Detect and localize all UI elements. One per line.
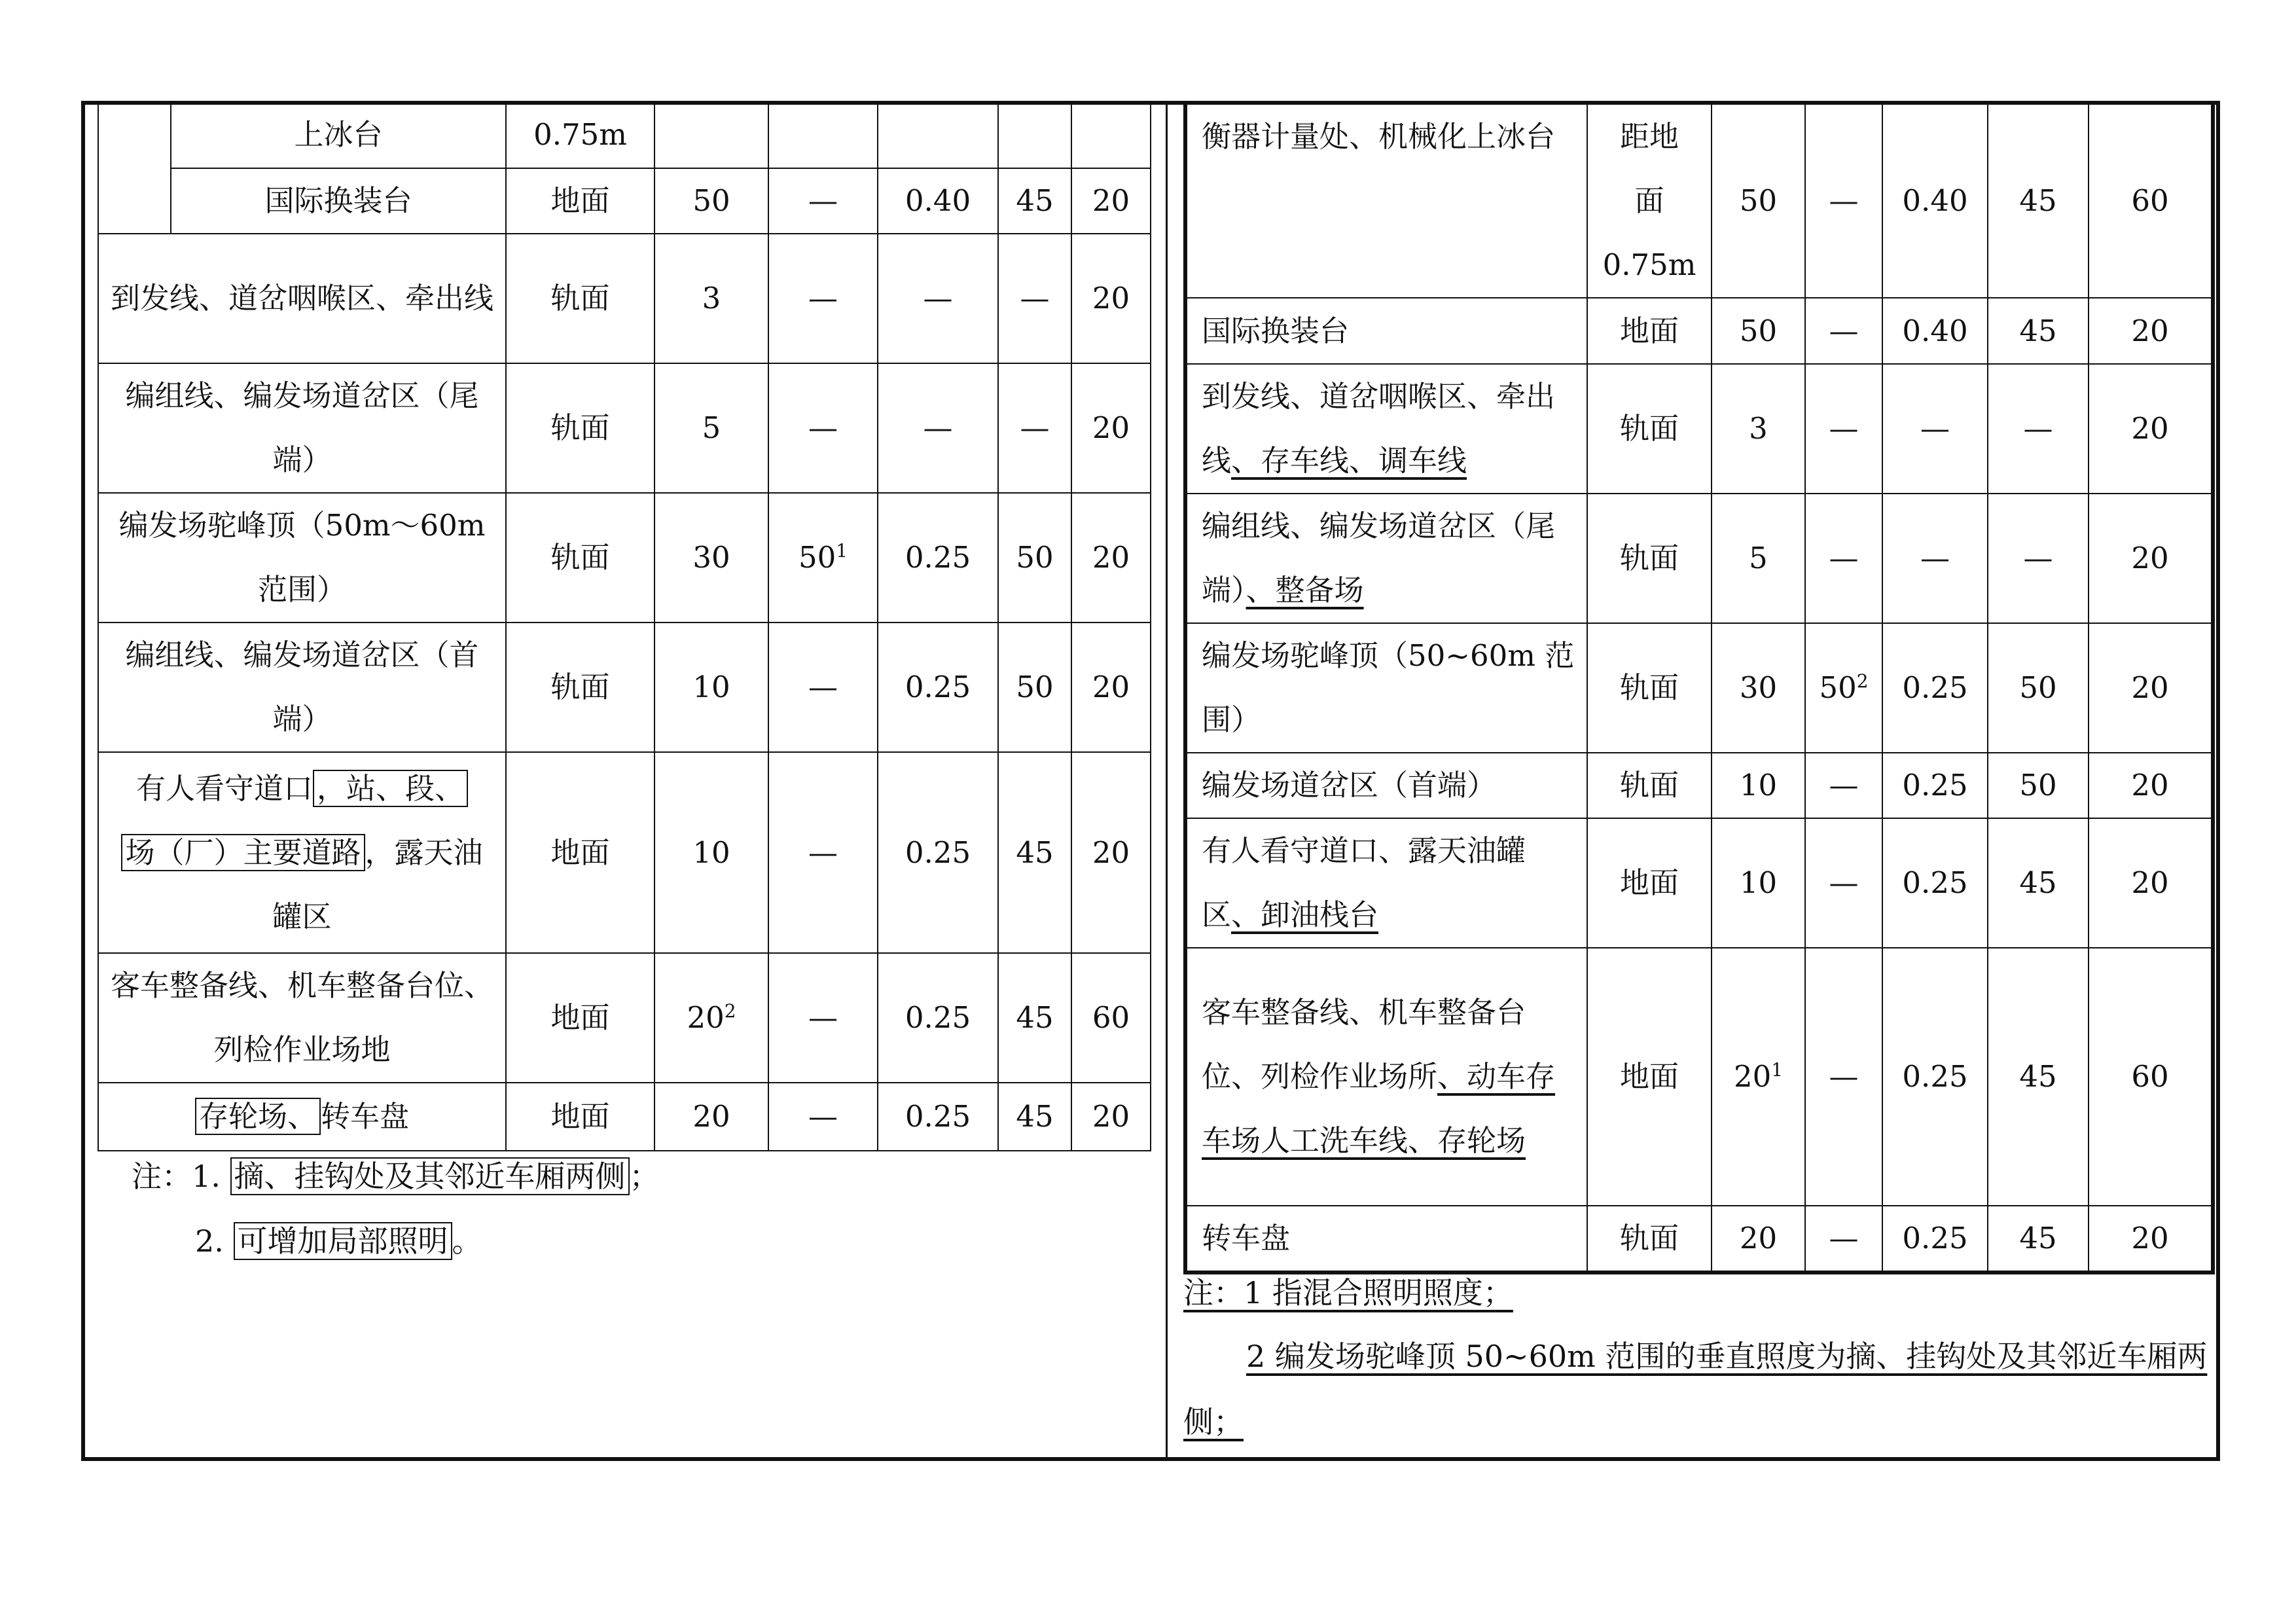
value-cell: — xyxy=(768,752,878,953)
center-divider xyxy=(1166,101,1168,1461)
table-row xyxy=(98,168,1151,234)
plane-cell: 轨面 xyxy=(1587,1206,1712,1272)
location-cell: 编组线、编发场道岔区（尾端） xyxy=(98,363,506,493)
value-cell xyxy=(655,953,768,1083)
value-cell: 20 xyxy=(2089,818,2213,948)
value-cell: 20 xyxy=(2089,753,2213,818)
value-cell: — xyxy=(1805,364,1882,494)
value-cell xyxy=(878,101,998,168)
table-row xyxy=(1185,103,2213,298)
plane-cell: 地面 xyxy=(506,953,655,1083)
merged-group-cell xyxy=(98,101,171,234)
location-cell: 上冰台 xyxy=(171,101,506,168)
value-cell: — xyxy=(1988,364,2089,494)
location-cell: 转车盘 xyxy=(1185,1206,1587,1272)
value-cell: 0.40 xyxy=(1882,103,1988,298)
value-cell xyxy=(1071,101,1151,168)
location-cell: 编发场驼峰顶（50~60m 范围） xyxy=(1185,623,1587,753)
plane-cell: 轨面 xyxy=(1587,364,1712,494)
value-text: 50 xyxy=(1819,670,1857,705)
table-row xyxy=(1185,364,2213,494)
underlined-revision-text: 、整备场 xyxy=(1246,573,1364,607)
value-cell: — xyxy=(998,234,1071,363)
table-row xyxy=(98,752,1151,953)
table-row xyxy=(1185,948,2213,1206)
value-cell: 50 xyxy=(998,623,1071,752)
value-cell: 60 xyxy=(1071,953,1151,1083)
value-cell: 20 xyxy=(2089,298,2213,364)
table-row xyxy=(98,1083,1151,1151)
value-cell: 0.25 xyxy=(878,953,998,1083)
value-cell: 10 xyxy=(1712,818,1805,948)
value-cell: — xyxy=(1882,364,1988,494)
location-cell xyxy=(1185,494,1587,623)
note-end: 。 xyxy=(452,1223,482,1259)
value-cell: — xyxy=(1805,1206,1882,1272)
plane-cell: 地面 xyxy=(1587,948,1712,1206)
value-cell: 20 xyxy=(1071,168,1151,234)
footnote-mark: 1 xyxy=(1771,1059,1784,1081)
boxed-revision-text: 摘、挂钩处及其邻近车厢两侧 xyxy=(230,1157,630,1195)
left-note-2 xyxy=(195,1221,482,1261)
value-cell: — xyxy=(1805,753,1882,818)
value-cell: — xyxy=(1882,494,1988,623)
table-row xyxy=(1185,494,2213,623)
table-row xyxy=(98,623,1151,752)
location-cell: 国际换装台 xyxy=(1185,298,1587,364)
location-cell: 客车整备线、机车整备台位、列检作业场地 xyxy=(98,953,506,1083)
name-part: 有人看守道口、露天油罐区 xyxy=(1202,833,1526,932)
location-cell: 到发线、道岔咽喉区、牵出线 xyxy=(98,234,506,363)
location-cell xyxy=(98,752,506,953)
location-cell: 编组线、编发场道岔区（首端） xyxy=(98,623,506,752)
value-cell xyxy=(768,493,878,623)
table-row xyxy=(1185,623,2213,753)
plane-part: 0.75m xyxy=(1602,247,1696,282)
value-text: 50 xyxy=(798,540,836,575)
value-cell: 50 xyxy=(1712,103,1805,298)
boxed-revision-text: 场（厂）主要道路 xyxy=(121,834,365,871)
value-cell xyxy=(1805,623,1882,753)
table-row xyxy=(98,953,1151,1083)
value-cell: 20 xyxy=(1071,493,1151,623)
value-cell: 5 xyxy=(1712,494,1805,623)
value-cell: — xyxy=(768,168,878,234)
table-row xyxy=(1185,818,2213,948)
table-row xyxy=(98,493,1151,623)
value-cell: 60 xyxy=(2089,103,2213,298)
right-note-2: 2 编发场驼峰顶 50~60m 范围的垂直照度为摘、挂钩处及其邻近车厢两侧； xyxy=(1183,1339,2208,1439)
value-cell: 45 xyxy=(998,168,1071,234)
value-cell: 0.25 xyxy=(1882,818,1988,948)
name-part: 客车整备线、机车整备台位、列检作业场所 xyxy=(1202,995,1526,1094)
value-cell: 10 xyxy=(655,623,768,752)
value-cell: 20 xyxy=(2089,364,2213,494)
value-cell: 3 xyxy=(655,234,768,363)
plane-part: 距地 xyxy=(1619,119,1679,154)
value-cell: 20 xyxy=(2089,494,2213,623)
value-text: 20 xyxy=(687,1000,725,1035)
right-illuminance-table xyxy=(1183,101,2215,1274)
value-cell: — xyxy=(998,363,1071,493)
location-cell xyxy=(1185,364,1587,494)
left-illuminance-table xyxy=(98,101,1151,1151)
value-cell: 3 xyxy=(1712,364,1805,494)
table-row xyxy=(98,101,1151,168)
name-part: 编组线、编发场道岔区（尾端） xyxy=(1202,509,1556,607)
plane-cell: 地面 xyxy=(506,752,655,953)
value-cell: 20 xyxy=(1071,752,1151,953)
value-cell: — xyxy=(768,234,878,363)
location-cell: 衡器计量处、机械化上冰台 xyxy=(1185,103,1587,298)
value-cell: 0.25 xyxy=(878,493,998,623)
value-cell: 0.40 xyxy=(1882,298,1988,364)
plane-cell: 地面 xyxy=(1587,298,1712,364)
value-cell: 20 xyxy=(1071,623,1151,752)
value-cell: 20 xyxy=(2089,623,2213,753)
value-cell: 30 xyxy=(1712,623,1805,753)
value-cell: — xyxy=(1805,103,1882,298)
value-cell: — xyxy=(1805,948,1882,1206)
value-cell: 60 xyxy=(2089,948,2213,1206)
plane-cell: 地面 xyxy=(506,168,655,234)
value-cell xyxy=(1712,948,1805,1206)
location-cell xyxy=(1185,818,1587,948)
value-cell: 30 xyxy=(655,493,768,623)
note-prefix: 注：1. xyxy=(132,1159,221,1194)
value-cell: 45 xyxy=(998,953,1071,1083)
value-cell: 0.25 xyxy=(1882,623,1988,753)
table-row xyxy=(98,363,1151,493)
value-cell: 0.25 xyxy=(1882,753,1988,818)
value-cell: 50 xyxy=(998,493,1071,623)
boxed-revision-text: ，站、段、 xyxy=(313,770,468,807)
value-text: 20 xyxy=(1733,1059,1772,1094)
value-cell: 0.25 xyxy=(878,623,998,752)
value-cell: 45 xyxy=(998,1083,1071,1151)
value-cell xyxy=(655,101,768,168)
value-cell: — xyxy=(1805,818,1882,948)
location-cell xyxy=(1185,948,1587,1206)
value-cell: 20 xyxy=(2089,1206,2213,1272)
value-cell: 20 xyxy=(1712,1206,1805,1272)
location-cell xyxy=(98,1083,506,1151)
value-cell: 0.25 xyxy=(878,1083,998,1151)
plane-cell: 轨面 xyxy=(1587,494,1712,623)
value-cell: 50 xyxy=(1988,623,2089,753)
footnote-mark: 2 xyxy=(1856,670,1869,692)
value-cell xyxy=(768,101,878,168)
value-cell: — xyxy=(768,953,878,1083)
underlined-revision-text: 、存车线、调车线 xyxy=(1231,443,1467,478)
value-cell: — xyxy=(878,234,998,363)
plane-cell: 地面 xyxy=(506,1083,655,1151)
plane-cell: 轨面 xyxy=(1587,753,1712,818)
value-cell: — xyxy=(1988,494,2089,623)
value-cell: — xyxy=(878,363,998,493)
table-row xyxy=(98,234,1151,363)
left-note-1 xyxy=(132,1157,660,1196)
location-cell: 国际换装台 xyxy=(171,168,506,234)
value-cell: 45 xyxy=(1988,948,2089,1206)
value-cell: — xyxy=(1805,494,1882,623)
value-cell: — xyxy=(1805,298,1882,364)
plane-cell: 地面 xyxy=(1587,818,1712,948)
value-cell: 45 xyxy=(1988,103,2089,298)
table-row xyxy=(1185,753,2213,818)
location-cell: 编发场驼峰顶（50m～60m范围） xyxy=(98,493,506,623)
note-end: ； xyxy=(629,1159,660,1194)
name-part: 有人看守道口 xyxy=(135,770,313,806)
value-cell: 20 xyxy=(655,1083,768,1151)
plane-cell: 轨面 xyxy=(506,493,655,623)
name-part: ，露天油罐区 xyxy=(272,835,483,934)
boxed-revision-text: 可增加局部照明 xyxy=(234,1222,452,1260)
footnote-mark: 1 xyxy=(836,540,848,562)
value-cell: 10 xyxy=(1712,753,1805,818)
value-cell: — xyxy=(768,623,878,752)
value-cell: 45 xyxy=(1988,1206,2089,1272)
name-part: 到发线、道岔咽喉区、牵出线 xyxy=(1202,379,1556,478)
value-cell: 0.25 xyxy=(878,752,998,953)
plane-cell: 轨面 xyxy=(506,234,655,363)
value-cell: 0.25 xyxy=(1882,948,1988,1206)
value-cell: 0.25 xyxy=(1882,1206,1988,1272)
boxed-revision-text: 存轮场、 xyxy=(195,1098,321,1135)
table-row xyxy=(1185,298,2213,364)
right-note-1: 注：1 指混合照明照度； xyxy=(1183,1275,1513,1310)
underlined-revision-text: 、卸油栈台 xyxy=(1231,897,1379,932)
location-cell: 编发场道岔区（首端） xyxy=(1185,753,1587,818)
value-cell: 45 xyxy=(998,752,1071,953)
plane-cell: 轨面 xyxy=(506,623,655,752)
value-cell: — xyxy=(768,1083,878,1151)
value-cell: 45 xyxy=(1988,298,2089,364)
value-cell: 20 xyxy=(1071,363,1151,493)
value-cell: — xyxy=(768,363,878,493)
note-number: 2. xyxy=(195,1223,224,1259)
value-cell xyxy=(998,101,1071,168)
value-cell: 50 xyxy=(1712,298,1805,364)
value-cell: 20 xyxy=(1071,234,1151,363)
value-cell: 45 xyxy=(1988,818,2089,948)
underlined-revision-text: 、动车存车场人工洗车线、存轮场 xyxy=(1202,1059,1556,1158)
plane-cell xyxy=(1587,103,1712,298)
plane-part: 面 xyxy=(1634,183,1664,218)
value-cell: 20 xyxy=(1071,1083,1151,1151)
footnote-mark: 2 xyxy=(724,1000,736,1022)
value-cell: 50 xyxy=(655,168,768,234)
value-cell: 50 xyxy=(1988,753,2089,818)
value-cell: 10 xyxy=(655,752,768,953)
name-part: 转车盘 xyxy=(321,1099,410,1134)
value-cell: 0.40 xyxy=(878,168,998,234)
plane-cell: 轨面 xyxy=(1587,623,1712,753)
plane-cell: 0.75m xyxy=(506,101,655,168)
plane-cell: 轨面 xyxy=(506,363,655,493)
value-cell: 5 xyxy=(655,363,768,493)
